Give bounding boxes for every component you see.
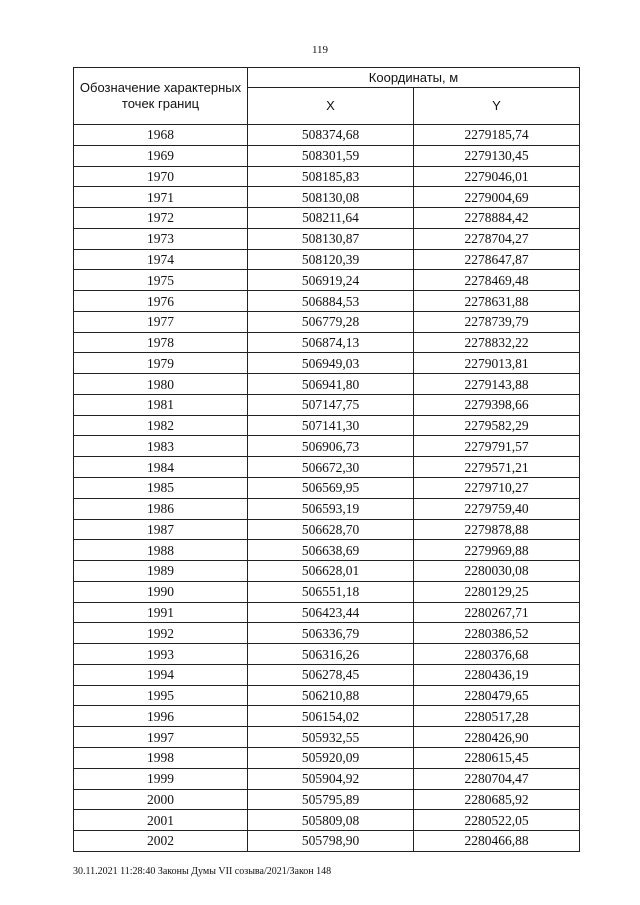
x-coordinate-cell: 508301,59: [248, 145, 414, 166]
point-number-cell: 1978: [74, 332, 248, 353]
y-coordinate-cell: 2280615,45: [414, 747, 580, 768]
point-number-cell: 1989: [74, 561, 248, 582]
y-coordinate-cell: 2279398,66: [414, 394, 580, 415]
point-number-cell: 1993: [74, 644, 248, 665]
table-row: [74, 228, 580, 249]
x-coordinate-cell: 505798,90: [248, 831, 414, 852]
y-coordinate-cell: 2280436,19: [414, 664, 580, 685]
point-number-cell: 1991: [74, 602, 248, 623]
table-row: [74, 685, 580, 706]
point-number-cell: 1969: [74, 145, 248, 166]
y-coordinate-cell: 2279969,88: [414, 540, 580, 561]
table-row: [74, 747, 580, 768]
table-row: [74, 374, 580, 395]
point-number-cell: 2002: [74, 831, 248, 852]
x-coordinate-cell: 506874,13: [248, 332, 414, 353]
x-coordinate-cell: 508120,39: [248, 249, 414, 270]
x-coordinate-cell: 506949,03: [248, 353, 414, 374]
y-coordinate-cell: 2278739,79: [414, 311, 580, 332]
point-number-cell: 1986: [74, 498, 248, 519]
y-coordinate-cell: 2278704,27: [414, 228, 580, 249]
y-coordinate-cell: 2280466,88: [414, 831, 580, 852]
point-number-cell: 1980: [74, 374, 248, 395]
point-number-cell: 1971: [74, 187, 248, 208]
y-coordinate-cell: 2279004,69: [414, 187, 580, 208]
table-row: [74, 394, 580, 415]
table-row: [74, 706, 580, 727]
x-coordinate-cell: 506423,44: [248, 602, 414, 623]
coordinates-table: [73, 67, 580, 852]
table-body: [74, 125, 580, 852]
table-row: [74, 478, 580, 499]
y-coordinate-cell: 2279571,21: [414, 457, 580, 478]
point-number-cell: 1984: [74, 457, 248, 478]
x-coordinate-cell: 506593,19: [248, 498, 414, 519]
x-coordinate-cell: 506569,95: [248, 478, 414, 499]
table-row: [74, 768, 580, 789]
y-coordinate-cell: 2279130,45: [414, 145, 580, 166]
y-coordinate-cell: 2280376,68: [414, 644, 580, 665]
x-coordinate-cell: 508211,64: [248, 208, 414, 229]
y-coordinate-cell: 2278469,48: [414, 270, 580, 291]
table-row: [74, 644, 580, 665]
table-row: [74, 457, 580, 478]
point-number-cell: 1987: [74, 519, 248, 540]
table-row: [74, 789, 580, 810]
table-row: [74, 561, 580, 582]
y-coordinate-cell: 2279791,57: [414, 436, 580, 457]
point-number-cell: 1974: [74, 249, 248, 270]
table-row: [74, 249, 580, 270]
x-coordinate-cell: 506919,24: [248, 270, 414, 291]
point-number-cell: 1975: [74, 270, 248, 291]
x-coordinate-cell: 506906,73: [248, 436, 414, 457]
x-coordinate-cell: 506628,01: [248, 561, 414, 582]
y-coordinate-cell: 2278884,42: [414, 208, 580, 229]
y-coordinate-cell: 2279710,27: [414, 478, 580, 499]
x-coordinate-cell: 506779,28: [248, 311, 414, 332]
y-coordinate-cell: 2278647,87: [414, 249, 580, 270]
point-number-cell: 1985: [74, 478, 248, 499]
x-coordinate-cell: 505795,89: [248, 789, 414, 810]
table-row: [74, 208, 580, 229]
table-row: [74, 540, 580, 561]
page-number: 119: [311, 44, 329, 56]
table-row: [74, 187, 580, 208]
table-row: [74, 166, 580, 187]
x-coordinate-cell: 508130,08: [248, 187, 414, 208]
y-coordinate-cell: 2280517,28: [414, 706, 580, 727]
point-number-cell: 1990: [74, 581, 248, 602]
y-coordinate-cell: 2280386,52: [414, 623, 580, 644]
point-number-cell: 1970: [74, 166, 248, 187]
x-coordinate-cell: 505920,09: [248, 747, 414, 768]
table-row: [74, 581, 580, 602]
x-coordinate-cell: 506336,79: [248, 623, 414, 644]
y-coordinate-cell: 2279759,40: [414, 498, 580, 519]
y-coordinate-cell: 2280426,90: [414, 727, 580, 748]
x-coordinate-cell: 506278,45: [248, 664, 414, 685]
point-number-cell: 1977: [74, 311, 248, 332]
point-number-cell: 1983: [74, 436, 248, 457]
point-number-cell: 1997: [74, 727, 248, 748]
point-number-cell: 2000: [74, 789, 248, 810]
y-coordinate-cell: 2279046,01: [414, 166, 580, 187]
point-number-cell: 1968: [74, 125, 248, 146]
table-row: [74, 810, 580, 831]
x-coordinate-cell: 506154,02: [248, 706, 414, 727]
point-number-cell: 1976: [74, 291, 248, 312]
table-row: [74, 727, 580, 748]
table-row: [74, 602, 580, 623]
y-coordinate-cell: 2280685,92: [414, 789, 580, 810]
y-coordinate-cell: 2280522,05: [414, 810, 580, 831]
x-coordinate-cell: 506316,26: [248, 644, 414, 665]
x-coordinate-cell: 505904,92: [248, 768, 414, 789]
point-number-cell: 1979: [74, 353, 248, 374]
x-coordinate-cell: 506941,80: [248, 374, 414, 395]
table-row: [74, 353, 580, 374]
x-coordinate-cell: 508130,87: [248, 228, 414, 249]
point-number-cell: 2001: [74, 810, 248, 831]
table-row: [74, 145, 580, 166]
x-coordinate-cell: 506628,70: [248, 519, 414, 540]
header-point-designation: Обозначение характерных точек границ: [74, 68, 248, 125]
footer-note: 30.11.2021 11:28:40 Законы Думы VII созыва/2021/Закон 148: [73, 866, 332, 877]
point-number-cell: 1972: [74, 208, 248, 229]
table-row: [74, 415, 580, 436]
point-number-cell: 1999: [74, 768, 248, 789]
point-number-cell: 1973: [74, 228, 248, 249]
x-coordinate-cell: 508185,83: [248, 166, 414, 187]
table-row: [74, 519, 580, 540]
point-number-cell: 1981: [74, 394, 248, 415]
x-coordinate-cell: 506884,53: [248, 291, 414, 312]
table-row: [74, 332, 580, 353]
x-coordinate-cell: 505932,55: [248, 727, 414, 748]
y-coordinate-cell: 2279143,88: [414, 374, 580, 395]
table-row: [74, 291, 580, 312]
table-row: [74, 498, 580, 519]
header-coordinates: Координаты, м: [248, 68, 580, 88]
point-number-cell: 1995: [74, 685, 248, 706]
point-number-cell: 1996: [74, 706, 248, 727]
table-row: [74, 623, 580, 644]
y-coordinate-cell: 2280030,08: [414, 561, 580, 582]
x-coordinate-cell: 508374,68: [248, 125, 414, 146]
x-coordinate-cell: 506551,18: [248, 581, 414, 602]
x-coordinate-cell: 505809,08: [248, 810, 414, 831]
point-number-cell: 1982: [74, 415, 248, 436]
point-number-cell: 1994: [74, 664, 248, 685]
y-coordinate-cell: 2280129,25: [414, 581, 580, 602]
x-coordinate-cell: 507141,30: [248, 415, 414, 436]
table-row: [74, 125, 580, 146]
y-coordinate-cell: 2279878,88: [414, 519, 580, 540]
x-coordinate-cell: 506672,30: [248, 457, 414, 478]
y-coordinate-cell: 2278832,22: [414, 332, 580, 353]
point-number-cell: 1988: [74, 540, 248, 561]
table-row: [74, 831, 580, 852]
y-coordinate-cell: 2279185,74: [414, 125, 580, 146]
y-coordinate-cell: 2280267,71: [414, 602, 580, 623]
x-coordinate-cell: 506210,88: [248, 685, 414, 706]
x-coordinate-cell: 506638,69: [248, 540, 414, 561]
y-coordinate-cell: 2280704,47: [414, 768, 580, 789]
table-row: [74, 270, 580, 291]
point-number-cell: 1992: [74, 623, 248, 644]
table-row: [74, 436, 580, 457]
y-coordinate-cell: 2278631,88: [414, 291, 580, 312]
header-y: Y: [414, 88, 580, 125]
point-number-cell: 1998: [74, 747, 248, 768]
table-row: [74, 664, 580, 685]
x-coordinate-cell: 507147,75: [248, 394, 414, 415]
table-row: [74, 311, 580, 332]
y-coordinate-cell: 2280479,65: [414, 685, 580, 706]
header-x: X: [248, 88, 414, 125]
y-coordinate-cell: 2279013,81: [414, 353, 580, 374]
y-coordinate-cell: 2279582,29: [414, 415, 580, 436]
